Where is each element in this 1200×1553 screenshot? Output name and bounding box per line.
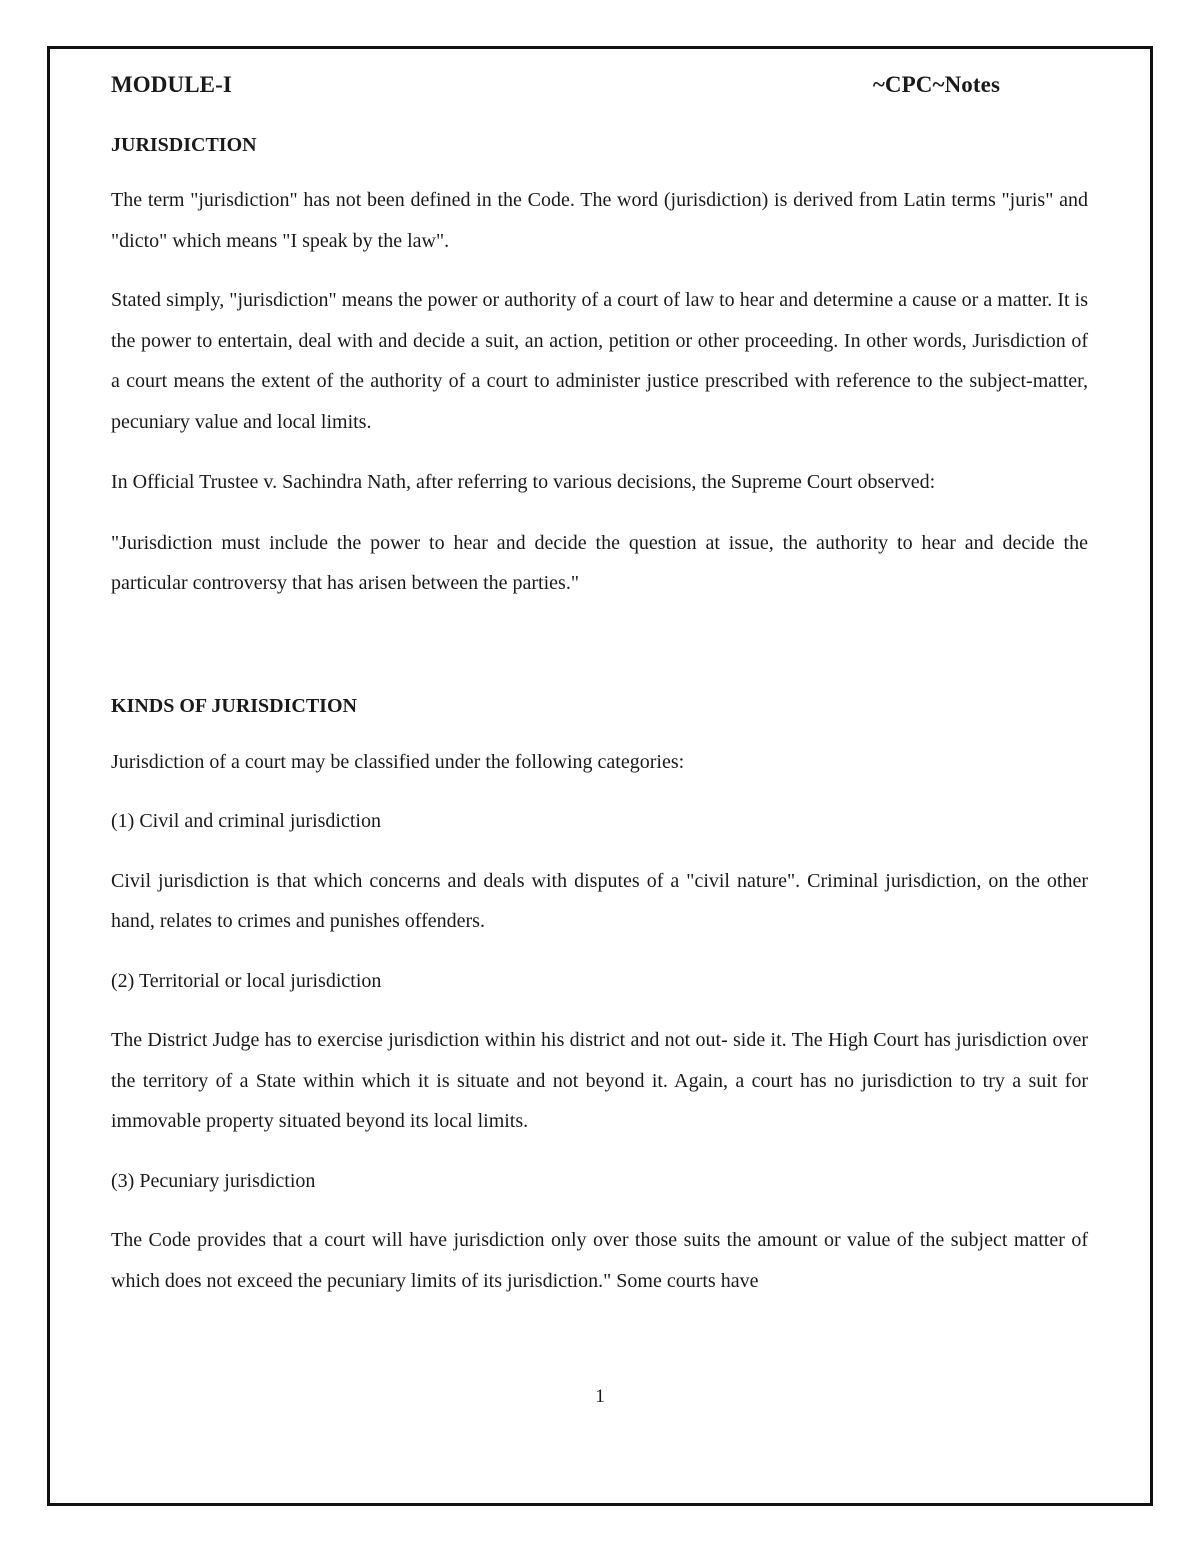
paragraph: The District Judge has to exercise jurisdiction within his district and not out- side it. The High Court has jurisdiction over the territory of a State within which it is situate and not beyond it. Again, a court has no jurisdiction to try a suit for immovable property situated beyond its local limits. [111,1029,1088,1132]
document-body [111,68,1088,1301]
paragraph: Stated simply, "jurisdiction" means the power or authority of a court of law to hear and determine a cause or a matter. It is the power to entertain, deal with and decide a suit, an action, petition or other proceeding. In other words, Jurisdiction of a court means the extent of the authority of a court to administer justice prescribed with reference to the subject-matter, pecuniary value and local limits. [111,289,1088,433]
section-heading-jurisdiction: JURISDICTION [111,134,257,156]
quote-paragraph: "Jurisdiction must include the power to hear and decide the question at issue, the authority to hear and decide the particular controversy that has arisen between the parties." [111,531,1088,594]
paragraph: Jurisdiction of a court may be classified under the following categories: [111,750,685,773]
document-header [111,72,1088,112]
paragraph: The term "jurisdiction" has not been defined in the Code. The word (jurisdiction) is derived from Latin terms "juris" and "dicto" which means "I speak by the law". [111,189,1088,252]
paragraph: In Official Trustee v. Sachindra Nath, after referring to various decisions, the Supreme Court observed: [111,471,936,493]
subheading-territorial: (2) Territorial or local jurisdiction [111,969,382,992]
paragraph: The Code provides that a court will have jurisdiction only over those suits the amount or value of the subject matter of which does not exceed the pecuniary limits of its jurisdiction." Some courts have [111,1229,1088,1292]
subheading-civil-criminal: (1) Civil and criminal jurisdiction [111,810,381,832]
paragraph: Civil jurisdiction is that which concerns and deals with disputes of a "civil nature". Criminal jurisdiction, on the other hand, relates to crimes and punishes offenders. [111,869,1088,932]
notes-title: ~CPC~Notes [872,72,1000,97]
section-heading-kinds: KINDS OF JURISDICTION [111,694,357,717]
module-title: MODULE-I [111,72,232,97]
page-number: 1 [595,1386,605,1407]
subheading-pecuniary: (3) Pecuniary jurisdiction [111,1169,316,1192]
